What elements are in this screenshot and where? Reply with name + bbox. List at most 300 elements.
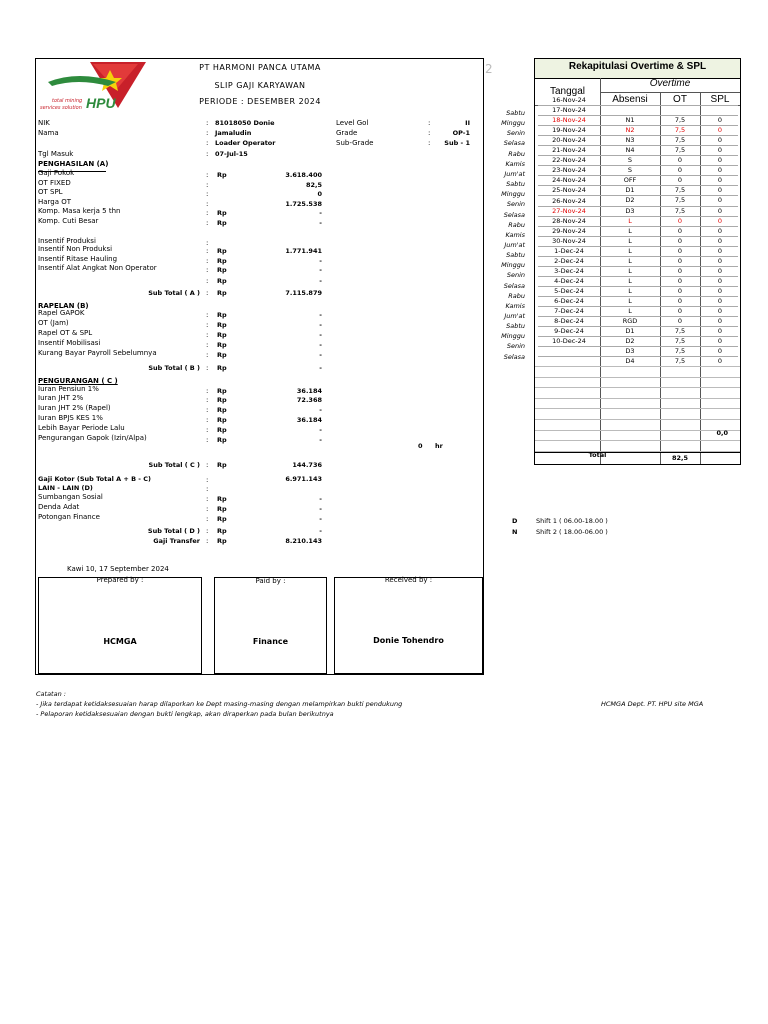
colon: :: [206, 396, 209, 404]
recap-spl: 0: [717, 146, 723, 155]
col-tanggal: Tanggal: [549, 86, 586, 97]
recap-spl: 0: [717, 236, 723, 245]
recap-ot: 0: [677, 276, 683, 285]
recap-date: 4-Dec-24: [554, 276, 584, 285]
recap-spl: 0: [717, 136, 723, 145]
recap-ot: 7,5: [674, 126, 686, 135]
colon: :: [206, 341, 209, 349]
recap-absensi: D3: [625, 206, 635, 215]
colon: :: [206, 119, 209, 127]
recap-date: 30-Nov-24: [552, 236, 586, 245]
recap-absensi: D3: [625, 347, 635, 356]
colon: :: [206, 527, 209, 535]
subtotal-value: 8.210.143: [285, 537, 322, 545]
recap-spl: 0: [717, 327, 723, 336]
colon: :: [206, 495, 209, 503]
currency: Rp: [217, 341, 227, 349]
recap-date: 28-Nov-24: [552, 216, 586, 225]
currency: Rp: [217, 351, 227, 359]
paid-box: [214, 577, 327, 674]
logo-tagline-1: total mining: [52, 98, 83, 104]
line-item-value: 36.184: [296, 416, 322, 424]
prepared-name: HCMGA: [103, 637, 137, 646]
col-absensi: Absensi: [612, 94, 648, 105]
notes-line-1: - Jika terdapat ketidaksesuaian harap dilaporkan ke Dept masing-masing dengan melampirkan bukti pendukung: [36, 700, 403, 708]
nik-value: 81018050 Donie: [215, 119, 275, 127]
line-item-label: Insentif Non Produksi: [38, 245, 113, 253]
recap-ot: 7,5: [674, 196, 686, 205]
line-item-label: Iuran JHT 2% (Rapel): [38, 404, 111, 412]
recap-date: 18-Nov-24: [552, 116, 586, 125]
recap-absensi: L: [628, 246, 632, 255]
currency: Rp: [217, 171, 227, 179]
day-name: Senin: [506, 129, 525, 138]
shift-desc: Shift 1 ( 06.00-18.00 ): [536, 517, 608, 525]
recap-spl: 0: [717, 296, 723, 305]
colon: :: [206, 515, 209, 523]
row-divider: [535, 440, 740, 441]
colon: :: [206, 219, 209, 227]
day-name: Minggu: [501, 190, 525, 199]
line-item-value: -: [319, 515, 322, 523]
subtotal-value: 7.115.879: [285, 289, 322, 297]
logo-wordmark: HPU: [86, 95, 116, 111]
colon: :: [206, 331, 209, 339]
line-item-value: -: [319, 495, 322, 503]
subtotal-label: Sub Total ( C ): [148, 461, 200, 469]
colon: :: [206, 351, 209, 359]
gaji-kotor-label: Gaji Kotor (Sub Total A + B - C): [38, 475, 152, 483]
recap-date: 19-Nov-24: [552, 126, 586, 135]
line-item-label: Insentif Mobilisasi: [38, 339, 101, 347]
currency: Rp: [217, 505, 227, 513]
line-item-value: -: [319, 436, 322, 444]
recap-spl: 0: [717, 126, 723, 135]
currency: Rp: [217, 396, 227, 404]
day-name: Minggu: [501, 119, 525, 128]
logo-tagline-2: services solution: [40, 105, 82, 111]
recap-absensi: D2: [625, 337, 635, 346]
currency: Rp: [217, 219, 227, 227]
recap-absensi: N4: [625, 146, 635, 155]
recap-absensi: L: [628, 276, 632, 285]
day-name: Senin: [506, 342, 525, 351]
recap-date: 23-Nov-24: [552, 166, 586, 175]
recap-spl: 0: [717, 246, 723, 255]
col-spl: SPL: [710, 94, 730, 105]
day-name: Sabtu: [506, 109, 525, 117]
line-item-label: Iuran JHT 2%: [38, 394, 84, 402]
subtotal-value: -: [319, 364, 322, 372]
colon: :: [428, 119, 431, 127]
recap-date: 8-Dec-24: [554, 317, 584, 326]
line-item-value: -: [319, 266, 322, 274]
line-item-label: Komp. Masa kerja 5 thn: [38, 207, 121, 215]
row-divider: [535, 377, 740, 378]
recap-absensi: L: [628, 236, 632, 245]
divider: [600, 92, 740, 93]
currency: Rp: [217, 537, 227, 545]
day-name: Sabtu: [506, 180, 525, 189]
colon: :: [206, 387, 209, 395]
day-name: Selasa: [503, 281, 525, 290]
company-name: PT HARMONI PANCA UTAMA: [199, 63, 321, 72]
recap-absensi: L: [628, 307, 632, 315]
colon: :: [206, 181, 209, 189]
line-item-value: -: [319, 351, 322, 359]
currency: Rp: [217, 266, 227, 274]
recap-spl: 0: [717, 116, 723, 125]
recap-absensi: S: [627, 156, 633, 165]
day-name: Rabu: [508, 220, 525, 229]
izin-days: 0: [418, 442, 423, 450]
colon: :: [206, 289, 209, 297]
recap-spl: 0: [717, 317, 723, 326]
col-ot: OT: [673, 94, 687, 105]
currency: Rp: [217, 436, 227, 444]
shift-code: N: [512, 528, 518, 536]
section-lain: LAIN - LAIN (D): [38, 484, 93, 492]
day-name: Senin: [506, 271, 525, 280]
section-pengurangan: PENGURANGAN ( C ): [38, 377, 118, 385]
day-name: Selasa: [503, 210, 525, 219]
line-item-label: Sumbangan Sosial: [38, 493, 103, 501]
row-divider: [535, 366, 740, 367]
recap-absensi: L: [628, 256, 632, 265]
currency: Rp: [217, 515, 227, 523]
day-name: Sabtu: [506, 251, 525, 260]
jabatan-value: Loader Operator: [215, 139, 276, 147]
paid-name: Finance: [252, 637, 289, 646]
recap-date: 5-Dec-24: [554, 286, 584, 295]
place-date: Kawi 10, 17 September 2024: [67, 565, 169, 573]
recap-ot: 0: [677, 236, 683, 245]
line-item-label: Insentif Produksi: [38, 237, 96, 245]
recap-date: 6-Dec-24: [554, 297, 584, 305]
recap-ot: 7,5: [674, 146, 686, 155]
line-item-value: -: [319, 277, 322, 285]
gaji-kotor-value: 6.971.143: [285, 475, 322, 483]
day-name: Selasa: [503, 139, 525, 148]
tgl-value: 07-Jul-15: [215, 150, 248, 158]
recap-ot: 0: [677, 226, 683, 235]
prepared-box: [38, 577, 202, 674]
colon: :: [206, 311, 209, 319]
line-item-label: Insentif Ritase Hauling: [38, 255, 118, 263]
recap-date: 24-Nov-24: [552, 176, 586, 185]
day-name: Jum'at: [504, 169, 525, 178]
recap-spl: 0: [717, 216, 723, 225]
currency: Rp: [217, 387, 227, 395]
line-item-label: Rapel GAPOK: [38, 309, 85, 317]
row-divider: [535, 387, 740, 388]
recap-absensi: N3: [625, 136, 635, 145]
day-name: Sabtu: [506, 322, 525, 331]
recap-spl: 0: [717, 176, 723, 185]
colon: :: [206, 139, 209, 147]
colon: :: [206, 476, 209, 484]
line-item-value: -: [319, 426, 322, 434]
line-item-label: Insentif Alat Angkat Non Operator: [38, 264, 157, 272]
recap-ot: 0: [677, 307, 683, 315]
currency: Rp: [217, 321, 227, 329]
paid-label: Paid by :: [255, 577, 286, 585]
line-item-label: OT SPL: [38, 188, 63, 196]
currency: Rp: [217, 527, 227, 535]
recap-spl: 0: [717, 286, 723, 295]
colon: :: [206, 436, 209, 444]
currency: Rp: [217, 277, 227, 285]
recap-absensi: RGD: [622, 317, 638, 326]
colon: :: [206, 537, 209, 545]
currency: Rp: [217, 209, 227, 217]
colon: :: [206, 505, 209, 513]
page-marker: 2: [485, 62, 493, 76]
currency: Rp: [217, 461, 227, 469]
day-name: Minggu: [501, 261, 525, 270]
line-item-label: Kurang Bayar Payroll Sebelumnya: [38, 349, 157, 357]
line-item-value: 72.368: [296, 396, 322, 404]
recap-total-ot: 82,5: [671, 454, 689, 462]
tgl-label: Tgl Masuk: [38, 150, 74, 158]
colon: :: [206, 461, 209, 469]
subtotal-label: Sub Total ( D ): [147, 527, 200, 535]
line-item-label: Lebih Bayar Periode Lalu: [38, 424, 125, 432]
recap-spl: 0: [717, 156, 723, 165]
currency: Rp: [217, 406, 227, 414]
izin-unit: hr: [435, 442, 443, 450]
recap-date: 17-Nov-24: [552, 106, 586, 115]
recap-spl: 0: [717, 307, 723, 315]
recap-spl: 0: [717, 357, 723, 366]
recap-date: 22-Nov-24: [552, 156, 586, 165]
recap-date: 20-Nov-24: [552, 136, 586, 145]
colon: :: [206, 426, 209, 434]
recap-date: 2-Dec-24: [554, 256, 584, 265]
line-item-value: -: [319, 505, 322, 513]
level-label: Level Gol: [336, 119, 369, 127]
recap-title: Rekapitulasi Overtime & SPL: [568, 61, 707, 72]
line-item-label: Pengurangan Gapok (Izin/Alpa): [38, 434, 147, 442]
recap-date: 10-Dec-24: [552, 337, 586, 346]
section-rapelan: RAPELAN (B): [38, 302, 89, 310]
line-item-value: -: [319, 311, 322, 319]
recap-date: 25-Nov-24: [552, 186, 586, 195]
day-name: Minggu: [501, 332, 525, 341]
received-label: Received by :: [384, 576, 433, 584]
recap-absensi: L: [628, 226, 632, 235]
colon: :: [206, 364, 209, 372]
colon: :: [206, 200, 209, 208]
line-item-value: 0: [317, 190, 322, 198]
colon: :: [206, 277, 209, 285]
received-box: [334, 577, 483, 674]
recap-ot: 7,5: [674, 116, 686, 125]
line-item-label: Potongan Finance: [38, 513, 100, 521]
line-item-label: Komp. Cuti Besar: [38, 217, 99, 225]
recap-ot: 0: [677, 216, 683, 225]
day-name: Jum'at: [504, 312, 525, 320]
notes-line-2: - Pelaporan ketidaksesuaian dengan bukti lengkap, akan diraperkan pada bulan berikutnya: [36, 710, 334, 718]
recap-date: 7-Dec-24: [554, 307, 584, 316]
subgrade-label: Sub-Grade: [336, 139, 374, 147]
currency: Rp: [217, 311, 227, 319]
line-item-value: -: [319, 219, 322, 227]
recap-absensi: S: [627, 166, 633, 175]
line-item-label: Harga OT: [38, 198, 72, 206]
line-item-label: OT (Jam): [38, 319, 69, 327]
recap-spl: 0: [717, 276, 723, 285]
colon: :: [206, 129, 209, 137]
recap-ot: 7,5: [674, 327, 686, 336]
recap-spl: 0: [717, 266, 723, 275]
recap-absensi: L: [628, 286, 632, 295]
recap-date: 27-Nov-24: [552, 206, 586, 215]
day-name: Jum'at: [504, 240, 525, 249]
recap-absensi: L: [628, 266, 632, 275]
grade-value: OP-1: [452, 129, 470, 137]
received-name: Donie Tohendro: [373, 636, 444, 645]
recap-ot: 7,5: [674, 136, 686, 145]
recap-absensi: L: [628, 296, 632, 305]
recap-spl: 0: [717, 186, 723, 195]
recap-date: 3-Dec-24: [554, 266, 584, 275]
colon: :: [206, 416, 209, 424]
colon: :: [428, 129, 431, 137]
row-divider: [535, 398, 740, 399]
shift-desc: Shift 2 ( 18.00-06.00 ): [536, 528, 608, 536]
notes-dept: HCMGA Dept. PT. HPU site MGA: [601, 700, 704, 708]
recap-spl: 0: [717, 196, 723, 205]
recap-ot: 7,5: [674, 206, 686, 215]
recap-spl: 0: [717, 206, 723, 215]
line-item-value: -: [319, 341, 322, 349]
currency: Rp: [217, 247, 227, 255]
recap-spl: 0: [717, 256, 723, 265]
colon: :: [206, 266, 209, 274]
subtotal-label: Gaji Transfer: [153, 537, 200, 545]
currency: Rp: [217, 289, 227, 297]
nik-label: NIK: [38, 119, 50, 127]
colon: :: [206, 209, 209, 217]
currency: Rp: [217, 426, 227, 434]
recap-absensi: N2: [625, 126, 635, 135]
recap-absensi: D1: [625, 327, 635, 336]
line-item-value: 1.771.941: [285, 247, 322, 255]
colon: :: [206, 171, 209, 179]
recap-ot: 0: [677, 246, 683, 255]
recap-date: 29-Nov-24: [552, 226, 586, 235]
row-divider: [538, 346, 738, 347]
row-divider: [535, 419, 740, 420]
subtotal-label: Sub Total ( A ): [148, 289, 200, 297]
recap-ot: 7,5: [674, 186, 686, 195]
recap-spl: 0: [717, 226, 723, 235]
colon: :: [206, 239, 209, 247]
currency: Rp: [217, 495, 227, 503]
currency: Rp: [217, 364, 227, 372]
overtime-header: Overtime: [649, 78, 691, 89]
recap-absensi: D1: [625, 186, 635, 195]
grade-label: Grade: [336, 129, 358, 137]
slip-title: SLIP GAJI KARYAWAN: [214, 81, 306, 90]
prepared-label: Prepared by :: [96, 576, 144, 584]
recap-spl: 0: [717, 337, 723, 346]
line-item-value: 3.618.400: [285, 171, 322, 179]
colon: :: [206, 321, 209, 329]
recap-absensi: D2: [625, 196, 635, 205]
recap-date: 9-Dec-24: [554, 327, 584, 336]
day-name: Kamis: [505, 301, 525, 310]
line-item-value: 36.184: [296, 387, 322, 395]
recap-spl: 0: [717, 166, 723, 175]
subtotal-value: -: [319, 527, 322, 535]
line-item-value: -: [319, 406, 322, 414]
line-item-value: -: [319, 257, 322, 265]
logo-tagline: [52, 99, 82, 104]
recap-ot: 7,5: [674, 337, 686, 346]
line-item-value: 1.725.538: [285, 200, 322, 208]
recap-date: 1-Dec-24: [554, 246, 584, 255]
currency: Rp: [217, 331, 227, 339]
row-divider: [538, 356, 738, 357]
line-item-label: Iuran BPJS KES 1%: [38, 414, 103, 422]
recap-ot: 7,5: [674, 347, 686, 356]
subtotal-value: 144.736: [292, 461, 322, 469]
colon: :: [206, 257, 209, 265]
recap-ot: 0: [677, 256, 683, 265]
colon: :: [206, 485, 209, 493]
day-name: Kamis: [505, 230, 525, 239]
recap-extra-spl: 0,0: [716, 429, 728, 437]
recap-absensi: D4: [625, 357, 635, 366]
recap-absensi: OFF: [623, 176, 637, 185]
recap-ot: 0: [677, 156, 683, 165]
recap-date: 26-Nov-24: [552, 196, 586, 205]
recap-absensi: L: [628, 216, 632, 225]
recap-date: 16-Nov-24: [552, 96, 586, 104]
period: PERIODE : DESEMBER 2024: [199, 97, 321, 106]
recap-total-label: Total: [588, 451, 607, 459]
recap-ot: 0: [677, 176, 683, 185]
section-penghasilan: PENGHASILAN (A): [38, 160, 109, 168]
recap-ot: 0: [677, 286, 683, 295]
line-item-label: OT FIXED: [38, 179, 71, 187]
recap-ot: 0: [677, 266, 683, 275]
recap-ot: 0: [677, 166, 683, 175]
colon: :: [206, 150, 209, 158]
recap-date: 21-Nov-24: [552, 146, 586, 155]
day-name: Kamis: [505, 159, 525, 168]
day-name: Rabu: [508, 291, 525, 300]
nama-value: Jamaludin: [215, 129, 252, 137]
line-item-value: -: [319, 321, 322, 329]
line-item-value: -: [319, 331, 322, 339]
currency: Rp: [217, 257, 227, 265]
row-divider: [535, 408, 740, 409]
colon: :: [206, 406, 209, 414]
level-value: II: [465, 119, 470, 127]
subtotal-label: Sub Total ( B ): [148, 364, 200, 372]
colon: :: [206, 190, 209, 198]
colon: :: [206, 247, 209, 255]
day-name: Selasa: [503, 352, 525, 361]
day-name: Senin: [506, 200, 525, 209]
subgrade-value: Sub - 1: [444, 139, 470, 147]
line-item-label: Denda Adat: [38, 503, 80, 511]
shift-code: D: [512, 517, 518, 525]
line-item-label: Iuran Pensiun 1%: [38, 385, 99, 393]
